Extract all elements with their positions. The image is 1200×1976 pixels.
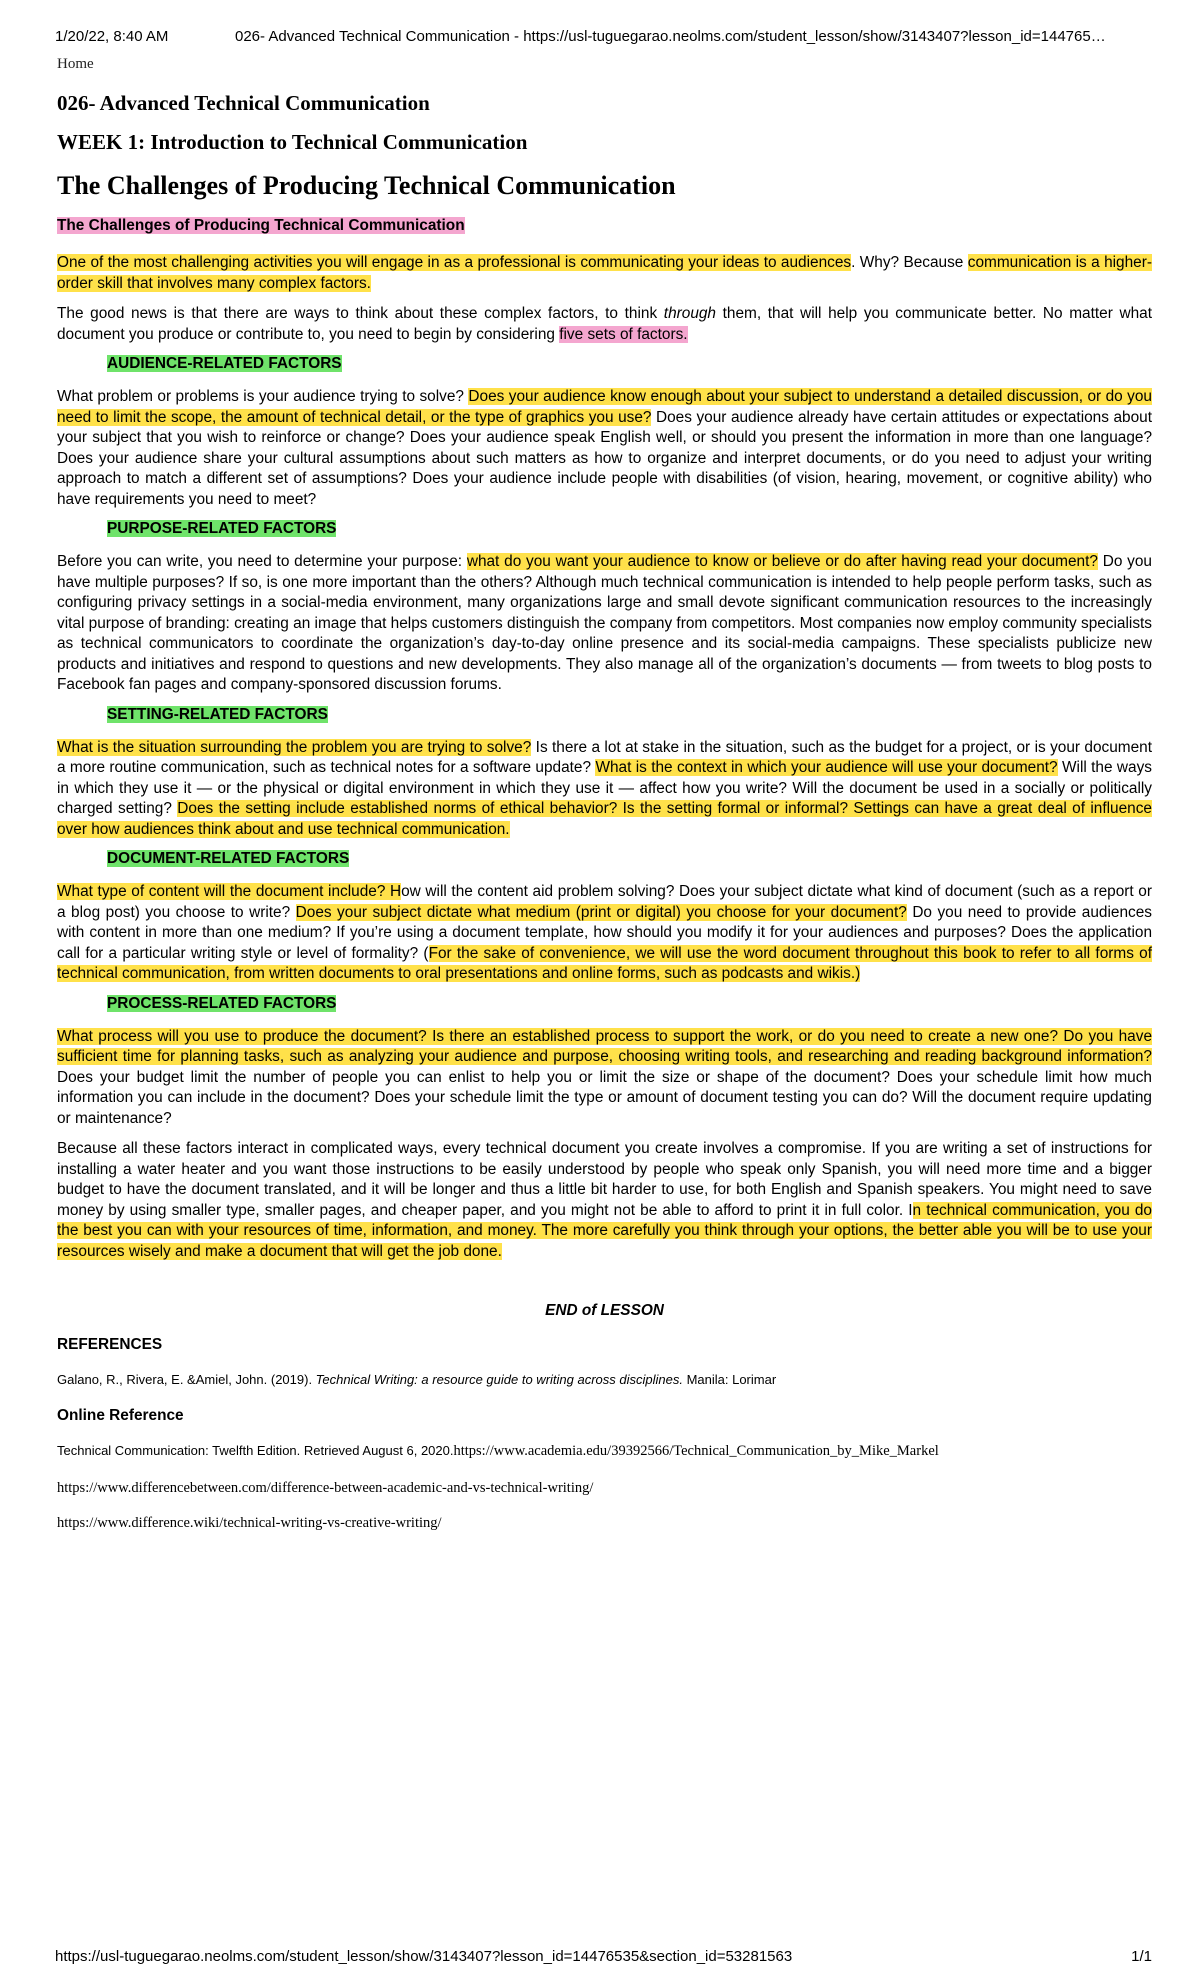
course-title: 026- Advanced Technical Communication [57,91,430,115]
body-text: Do you need to provide audiences with content in more than one medium? If you’re using a document template, how should you modify it for your audiences and purposes? Does the application call for a particular writing style or level of formality? ( [57,903,1152,962]
citation-authors: Galano, R., Rivera, E. &Amiel, John. (2019). [57,1372,316,1387]
setting-heading [107,706,1152,724]
highlight-text: five sets of factors. [559,325,688,343]
reference-link[interactable]: https://www.difference.wiki/technical-writing-vs-creative-writing/ [57,1515,442,1531]
purpose-paragraph [57,552,1152,696]
intro-paragraph-1 [57,253,1152,294]
body-text: ow will the content aid problem solving? Does your subject dictate what kind of document (such as a report or a blog post) you choose to write? [57,883,1152,921]
body-text: The good news is that there are ways to think about these complex factors, to think [57,305,664,322]
body-text: Will the ways in which they use it — or the physical or digital environment in which they use it — affect how you write? Will the document be used in a socially or politically charged setting? [57,759,1152,817]
subheading-text: The Challenges of Producing Technical Communication [57,217,465,234]
intro-paragraph-2 [57,304,1152,345]
body-text: Does your budget limit the number of people you can enlist to help you or limit the size or shape of the document? Does your schedule limit how much information you can include in the document? Does your schedule limit the type or amount of document testing you can do? Will the document require updating or maintenance? [57,1068,1152,1127]
body-text: them, that will help you communicate better. No matter what document you produce or contribute to, you need to begin by considering [57,305,1152,343]
heading-text: PROCESS-RELATED FACTORS [107,994,337,1012]
body-text: Do you have multiple purposes? If so, is one more important than the others? Although much technical communication is intended to help people perform tasks, such as configuring privacy settings in a social-media environment, many organizations large and small devote significant communication resources to the increasingly vital purpose of branding: creating an image that helps customers distinguish the company from competitors. Most companies now employ community specialists as technical communicators to coordinate the organization’s day-to-day online presence and its social-media campaigns. These specialists publicize new products and initiatives and respond to questions and new developments. They also manage all of the organization’s documents — from tweets to blog posts to Facebook fan pages and company-sponsored discussion forums. [57,553,1152,693]
document-paragraph [57,882,1152,985]
process-paragraph [57,1027,1152,1130]
lesson-content [57,56,1152,1550]
page-number: 1/1 [1131,1948,1152,1965]
purpose-heading [107,520,1152,538]
heading-text: PURPOSE-RELATED FACTORS [107,520,337,537]
body-text: Does your audience already have certain attitudes or expectations about your subject that you wish to reinforce or change? Does your audience speak English well, or should you present the information in more than one language? Does your audience share your cultural assumptions about such matters as how to organize and interpret documents, or do you need to adjust your writing approach to match a different set of assumptions? Does your audience include people with disabilities (of vision, hearing, movement, or cognitive ability) who have requirements you need to meet? [57,408,1152,508]
body-text: What problem or problems is your audience trying to solve? [57,388,469,405]
body-text: Before you can write, you need to determine your purpose: [57,553,467,570]
highlight-text: Does your audience know enough about your subject to understand a detailed discussion, or do you need to limit the scope, the amount of technical detail, or the type of graphics you use? [57,388,1152,426]
end-of-lesson: END of LESSON [545,1302,664,1319]
highlight-text: For the sake of convenience, we will use the word document throughout this book to refer to all forms of technical communication, from written documents to oral presentations and online forms, such as podcasts and wikis.) [57,944,1152,982]
conclusion-paragraph [57,1139,1152,1262]
highlight-text: Does the setting include established norms of ethical behavior? Is the setting formal or informal? Settings can have a great deal of influence over how audiences think about and use technical communication. [57,800,1152,838]
online-reference-text: Technical Communication: Twelfth Edition. Retrieved August 6, 2020. [57,1443,454,1458]
setting-paragraph [57,738,1152,841]
section-subheading [57,217,1152,235]
reference-link[interactable]: https://www.academia.edu/39392566/Technical_Communication_by_Mike_Markel [453,1443,939,1459]
highlight-text: One of the most challenging activities you will engage in as a professional is communicating your ideas to audiences [57,254,852,271]
online-reference-heading: Online Reference [57,1407,184,1424]
heading-text: AUDIENCE-RELATED FACTORS [107,355,342,372]
highlight-text: What process will you use to produce the document? Is there an established process to support the work, or do you need to create a new one? Do you have sufficient time for planning tasks, such as analyzing your audience and purpose, choosing writing tools, and researching and reading background information? [57,1027,1152,1065]
highlight-text: What is the context in which your audience will use your document? [595,759,1058,776]
body-text: . Why? Because [851,254,968,271]
print-footer-url: https://usl-tuguegarao.neolms.com/student_lesson/show/3143407?lesson_id=14476535&section_id=53281563 [55,1948,793,1965]
emphasis-text: through [663,305,716,322]
highlight-text: communication is a higher-order skill that involves many complex factors. [57,254,1152,292]
highlight-text: what do you want your audience to know or believe or do after having read your document? [466,553,1098,570]
heading-text: DOCUMENT-RELATED FACTORS [107,850,350,867]
highlight-text: What type of content will the document include? H [57,883,402,900]
lesson-title: The Challenges of Producing Technical Communication [57,171,676,200]
print-title: 026- Advanced Technical Communication - https://usl-tuguegarao.neolms.com/student_lesson/show/3143407?lesson_id=144765… [235,28,1106,45]
online-reference [57,1443,1152,1460]
citation-title: Technical Writing: a resource guide to writing across disciplines. [315,1372,683,1387]
body-text: Is there a lot at stake in the situation, such as the budget for a project, or is your document a more routine communication, such as technical notes for a software update? [57,738,1152,776]
process-heading [107,995,1152,1013]
audience-heading [107,355,1152,373]
week-title: WEEK 1: Introduction to Technical Communication [57,130,528,154]
print-date: 1/20/22, 8:40 AM [55,28,169,45]
reference-citation [57,1372,1152,1387]
references-heading: REFERENCES [57,1336,163,1353]
audience-paragraph [57,387,1152,510]
document-heading [107,850,1152,868]
reference-link[interactable]: https://www.differencebetween.com/difference-between-academic-and-vs-technical-writing/ [57,1480,594,1496]
citation-publisher: Manila: Lorimar [682,1372,777,1387]
highlight-text: What is the situation surrounding the problem you are trying to solve? [57,738,532,756]
highlight-text: Does your subject dictate what medium (print or digital) you choose for your document? [295,903,907,921]
home-link[interactable]: Home [57,56,94,72]
body-text: Because all these factors interact in complicated ways, every technical document you create involves a compromise. If you are writing a set of instructions for installing a water heater and you want those instructions to be easily understood by people who speak only Spanish, you will need more time and a bigger budget to have the document translated, and it will be longer and thus a little bit harder to use, for both English and Spanish speakers. You might need to save money by using smaller type, smaller pages, and cheaper paper, and you might not be able to afford to print it in full color. I [57,1140,1152,1219]
heading-text: SETTING-RELATED FACTORS [107,705,328,723]
highlight-text: n technical communication, you do the best you can with your resources of time, information, and money. The more carefully you think through your options, the better able you will be to use your resources wisely and make a document that will get the job done. [57,1201,1152,1260]
